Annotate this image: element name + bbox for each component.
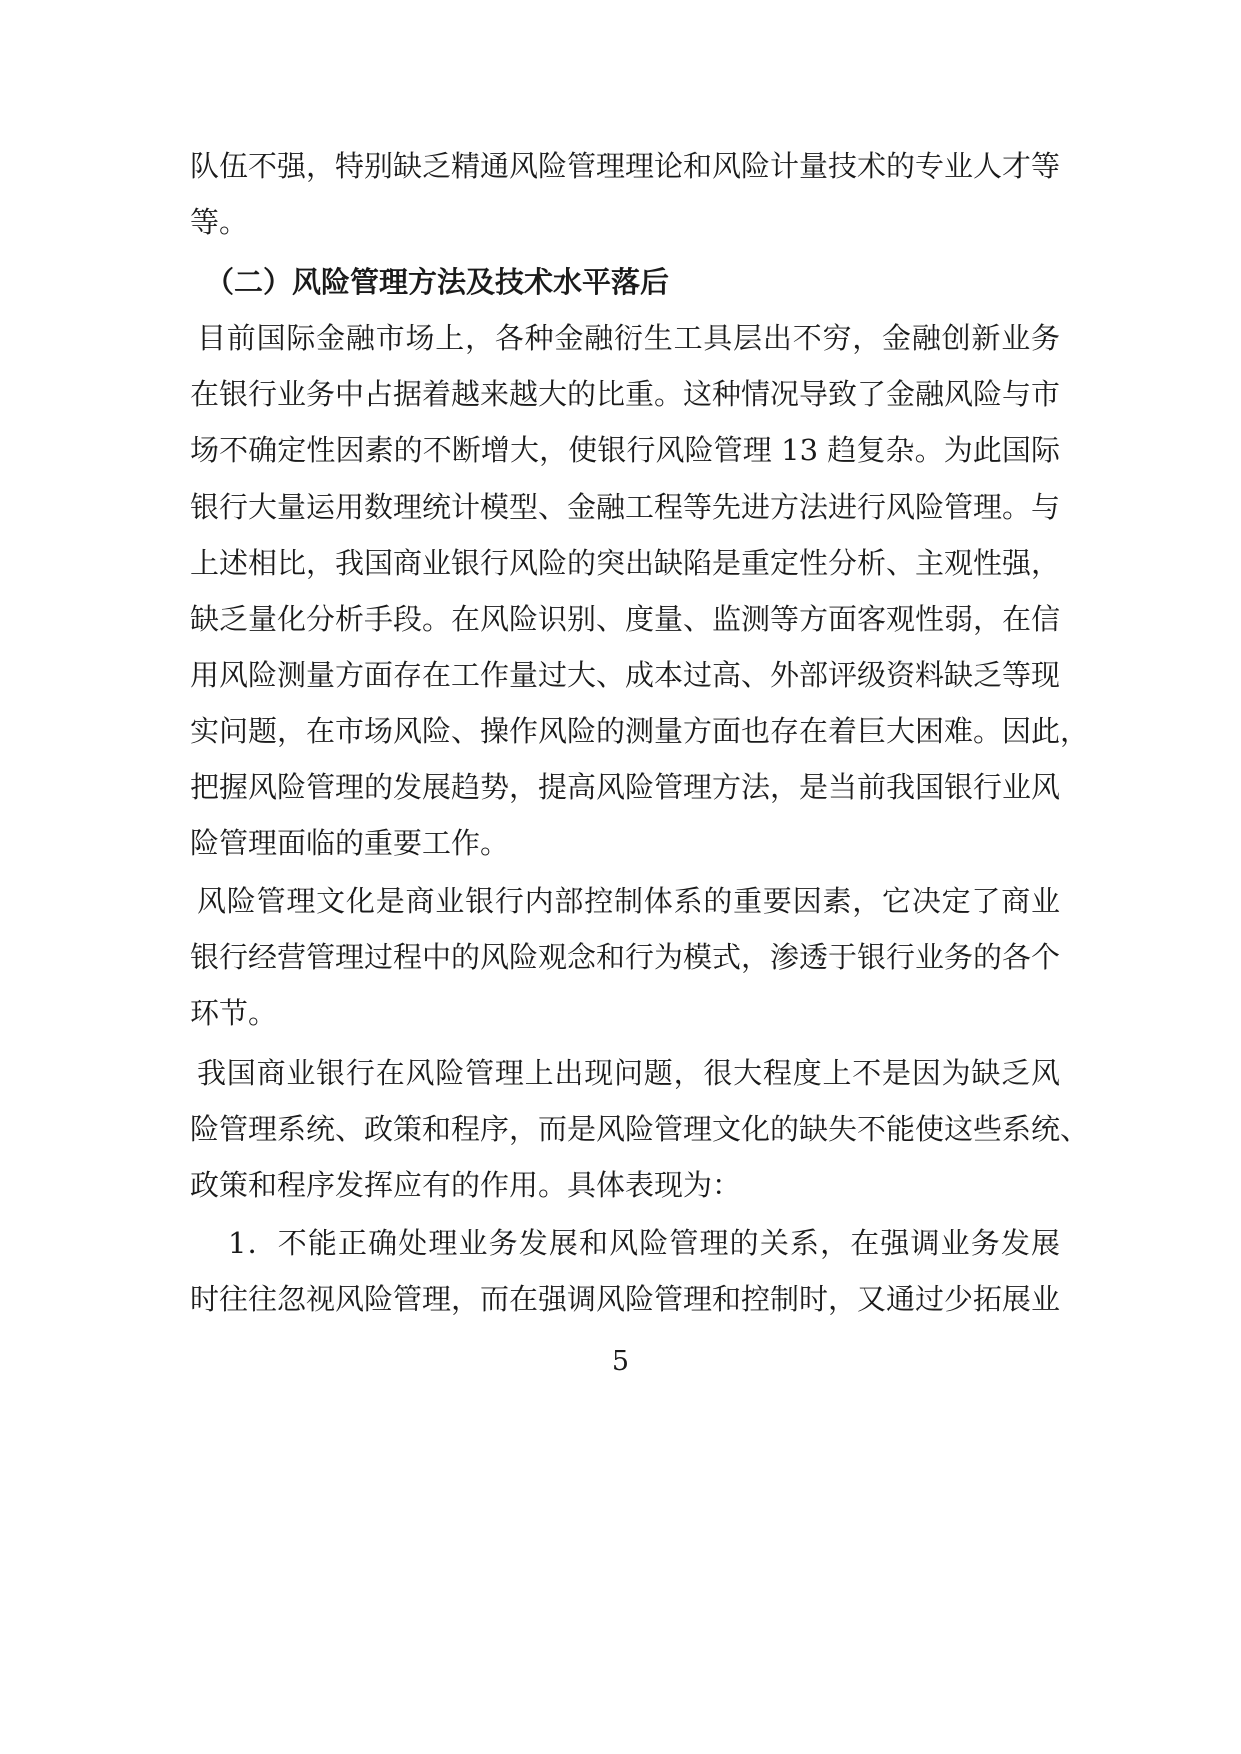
paragraph-line: 银行经营管理过程中的风险观念和行为模式，渗透于银行业务的各个 (190, 940, 1061, 974)
list-item-line: 时往往忽视风险管理，而在强调风险管理和控制时，又通过少拓展业 (190, 1282, 1061, 1316)
paragraph-line: 把握风险管理的发展趋势，提高风险管理方法，是当前我国银行业风 (190, 770, 1061, 804)
paragraph-line: 银行大量运用数理统计模型、金融工程等先进方法进行风险管理。与 (190, 490, 1061, 524)
paragraph-line: 政策和程序发挥应有的作用。具体表现为： (190, 1168, 742, 1202)
paragraph-line: 缺乏量化分析手段。在风险识别、度量、监测等方面客观性弱，在信 (190, 602, 1061, 636)
paragraph-line: 实问题，在市场风险、操作风险的测量方面也存在着巨大困难。因此， (190, 714, 1090, 748)
paragraph-line: 目前国际金融市场上，各种金融衍生工具层出不穷，金融创新业务 (197, 321, 1060, 355)
paragraph-line: 用风险测量方面存在工作量过大、成本过高、外部评级资料缺乏等现 (190, 658, 1061, 692)
paragraph-line: 在银行业务中占据着越来越大的比重。这种情况导致了金融风险与市 (190, 377, 1061, 411)
paragraph-line: 环节。 (190, 996, 278, 1030)
section-heading: （二）风险管理方法及技术水平落后 (205, 265, 670, 299)
list-item-line: 1．不能正确处理业务发展和风险管理的关系，在强调业务发展 (228, 1226, 1060, 1260)
paragraph-line: 我国商业银行在风险管理上出现问题，很大程度上不是因为缺乏风 (197, 1056, 1060, 1090)
paragraph-line: 场不确定性因素的不断增大，使银行风险管理 13 趋复杂。为此国际 (190, 433, 1060, 467)
paragraph-line: 队伍不强，特别缺乏精通风险管理理论和风险计量技术的专业人才等 (190, 149, 1061, 183)
paragraph-line: 风险管理文化是商业银行内部控制体系的重要因素，它决定了商业 (197, 884, 1060, 918)
paragraph-line: 等。 (190, 205, 249, 239)
page-number: 5 (611, 1346, 630, 1377)
paragraph-line: 上述相比，我国商业银行风险的突出缺陷是重定性分析、主观性强， (190, 546, 1061, 580)
paragraph-line: 险管理系统、政策和程序，而是风险管理文化的缺失不能使这些系统、 (190, 1112, 1090, 1146)
paragraph-line: 险管理面临的重要工作。 (190, 826, 510, 860)
